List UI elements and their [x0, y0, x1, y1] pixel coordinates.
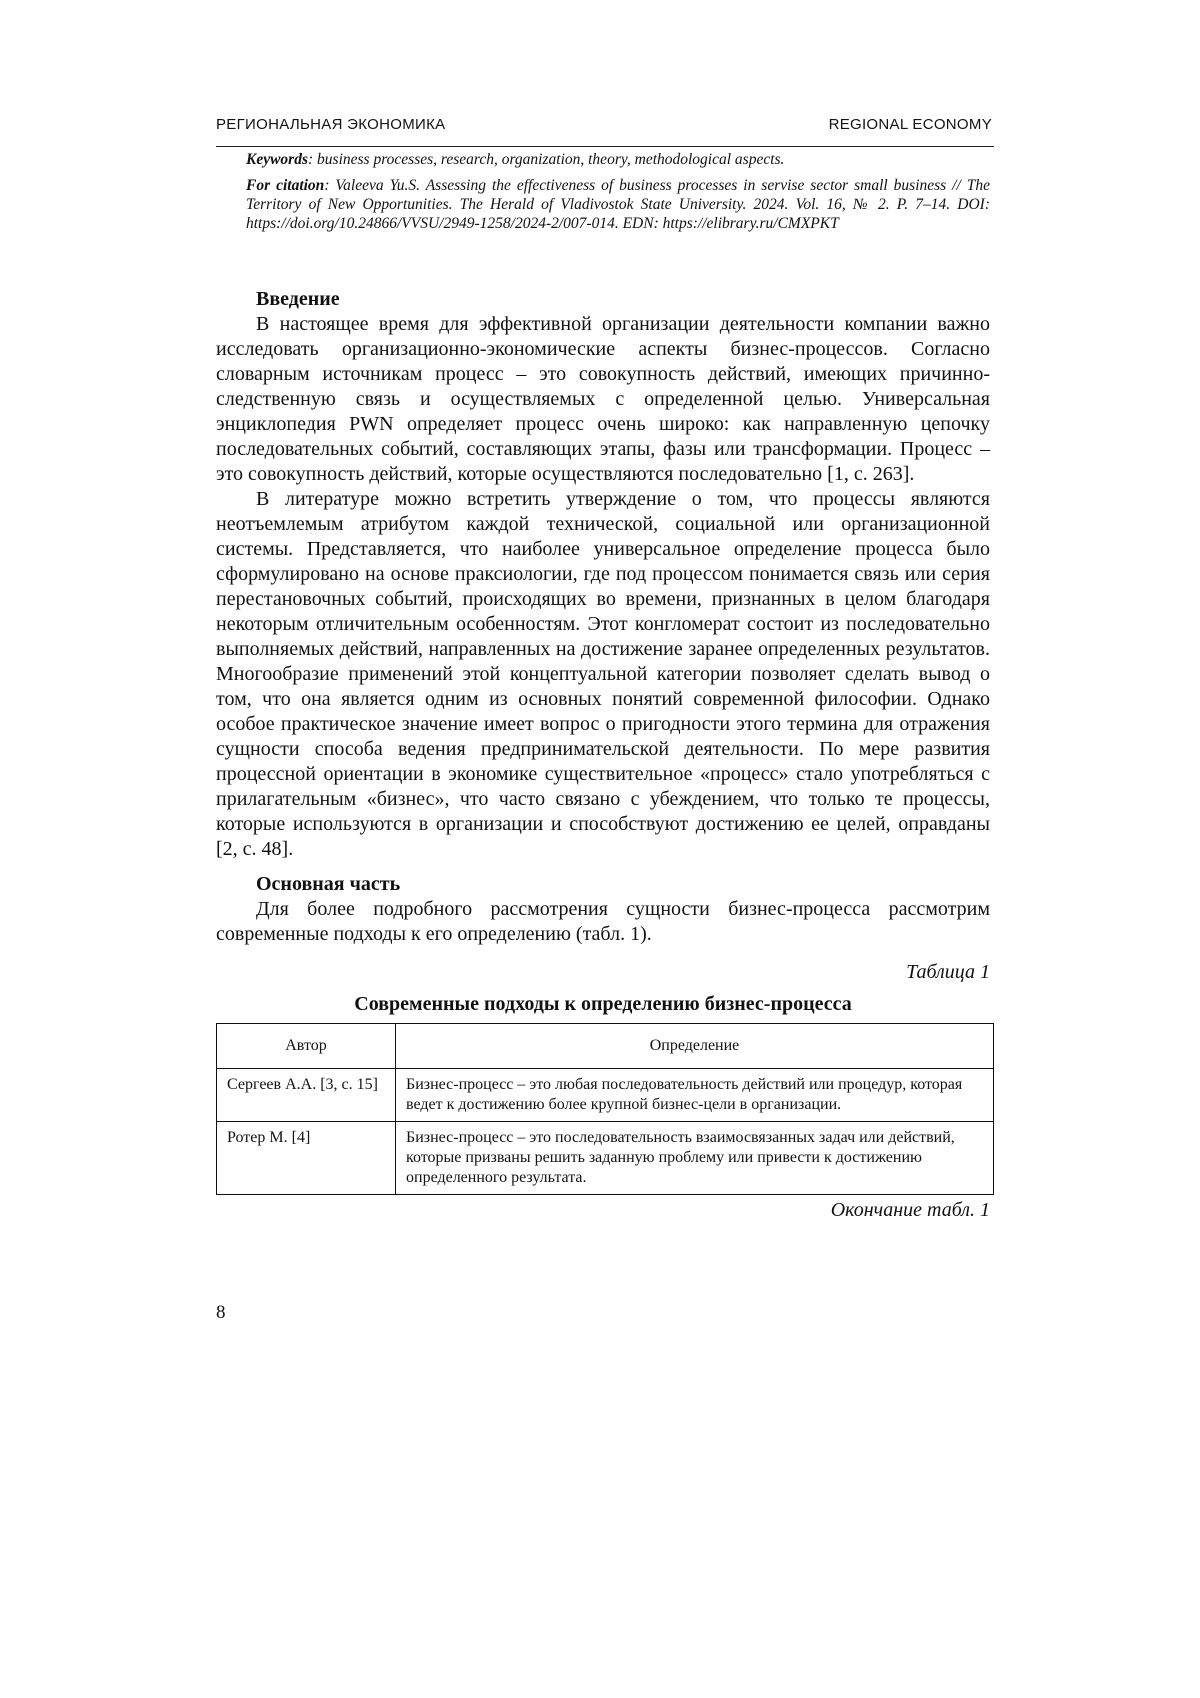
header-journal-section-ru: РЕГИОНАЛЬНАЯ ЭКОНОМИКА	[216, 116, 446, 133]
running-header	[216, 116, 994, 147]
header-journal-section-en: REGIONAL ECONOMY	[828, 116, 992, 133]
definitions-table	[216, 1023, 994, 1195]
keywords-label: Keywords	[246, 151, 308, 168]
page-number: 8	[216, 1302, 226, 1323]
section-heading-main: Основная часть	[256, 873, 401, 895]
author-cell: Ротер М. [4]	[217, 1122, 396, 1195]
citation-label: For citation	[246, 177, 325, 194]
section-heading-intro: Введение	[256, 288, 340, 310]
paragraph: В литературе можно встретить утверждение о том, что процессы являются неотъемлемым атрибутом каждой технической, социальной или организационной системы. Представляется, что наиболее универсальное определение процесса было сформулировано на основе праксиологии, где под процессом понимается связь или серия перестановочных событий, происходящих во времени, признанных в целом благодаря некоторым отличительным особенностям. Этот конгломерат состоит из последовательно выполняемых действий, направленных на достижение заранее определенных результатов. Многообразие применений этой концептуальной категории позволяет сделать вывод о том, что она является одним из основных понятий современной философии. Однако особое практическое значение имеет вопрос о пригодности этого термина для отражения сущности способа ведения предпринимательской деятельности. По мере развития процессной ориентации в экономике существительное «процесс» стало употребляться с прилагательным «бизнес», что часто связано с убеждением, что только те процессы, которые используются в организации и способствуют достижению ее целей, оправданы [2, с. 48].	[216, 488, 990, 860]
column-header-author: Автор	[217, 1024, 396, 1069]
abstract-metadata	[246, 150, 990, 240]
table-row	[217, 1122, 994, 1195]
keywords-line	[246, 150, 990, 169]
paragraph: Для более подробного рассмотрения сущности бизнес-процесса рассмотрим современные подходы к его определению (табл. 1).	[216, 898, 990, 945]
definition-cell: Бизнес-процесс – это последовательность взаимосвязанных задач или действий, которые призваны решить заданную проблему или привести к достижению определенного результата.	[396, 1122, 994, 1195]
citation-line	[246, 176, 990, 233]
definition-cell: Бизнес-процесс – это любая последовательность действий или процедур, которая ведет к достижению более крупной бизнес-цели в организации.	[396, 1069, 994, 1122]
table-label: Таблица 1	[906, 961, 990, 983]
keywords-text: : business processes, research, organization, theory, methodological aspects.	[308, 151, 785, 168]
column-header-definition: Определение	[396, 1024, 994, 1069]
table-continuation-note: Окончание табл. 1	[830, 1199, 990, 1221]
author-cell: Сергеев А.А. [3, с. 15]	[217, 1069, 396, 1122]
table-row	[217, 1069, 994, 1122]
table-title: Современные подходы к определению бизнес-процесса	[354, 993, 852, 1015]
table-header-row	[217, 1024, 994, 1069]
article-body	[216, 287, 990, 1223]
paragraph: В настоящее время для эффективной организации деятельности компании важно исследовать организационно-экономические аспекты бизнес-процессов. Согласно словарным источникам процесс – это совокупность действий, имеющих причинно-следственную связь и осуществляемых с определенной целью. Универсальная энциклопедия PWN определяет процесс очень широко: как направленную цепочку последовательных событий, составляющих этапы, фазы или трансформации. Процесс – это совокупность действий, которые осуществляются последовательно [1, с. 263].	[216, 313, 990, 485]
citation-text: : Valeeva Yu.S. Assessing the effectiveness of business processes in servise sector small business // The Territory of New Opportunities. The Herald of Vladivostok State University. 2024. Vol. 16, № 2. P. 7–14. DOI: https://doi.org/10.24866/VVSU/2949-1258/2024-2/007-014. EDN: https://elibrary.ru/CMXPKT	[246, 177, 990, 232]
